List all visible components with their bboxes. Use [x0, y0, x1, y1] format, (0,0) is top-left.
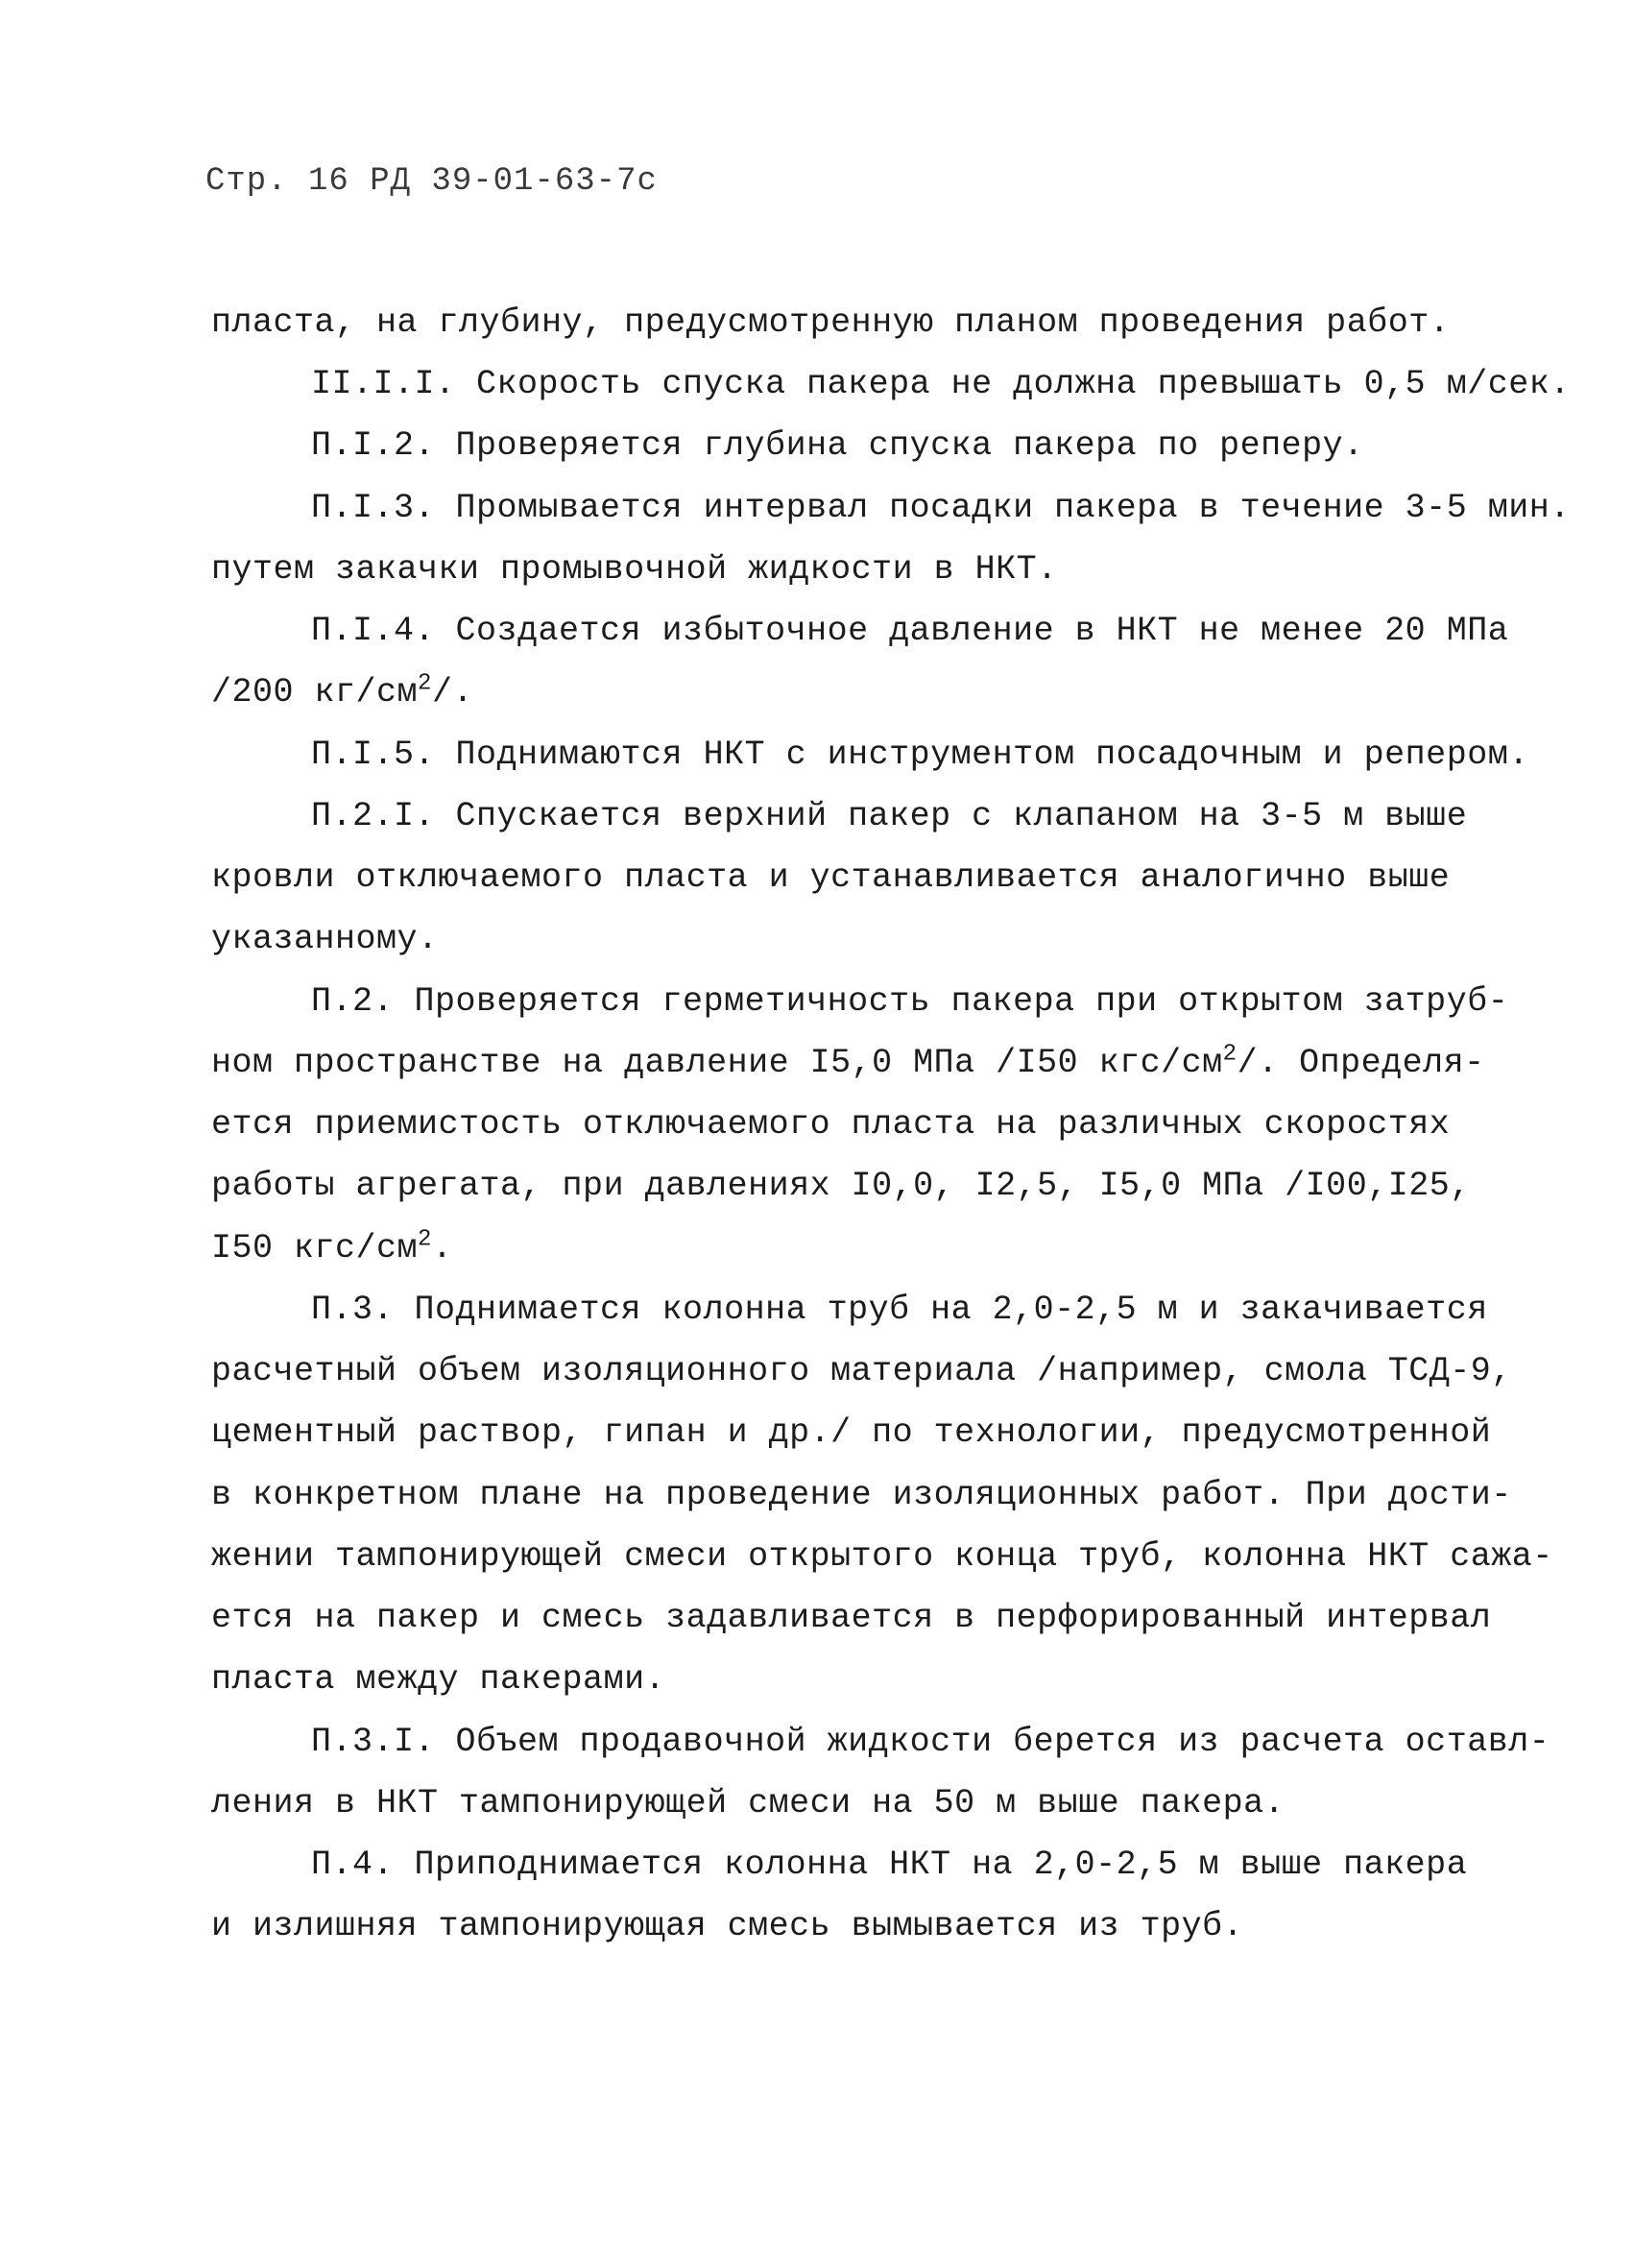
paragraph-2-1-2: П.I.2. Проверяется глубина спуска пакера по реперу. — [311, 426, 1364, 465]
paragraph-2-1-3: П.I.3. Промывается интервал посадки пакера в течение 3-5 мин. — [311, 489, 1571, 527]
text-fragment: . — [431, 1229, 453, 1267]
text-line — [211, 1226, 453, 1267]
text-fragment: ном пространстве на давление I5,0 МПа /I50 кгс/см — [211, 1044, 1223, 1082]
text-line — [211, 670, 473, 712]
text-line: кровли отключаемого пласта и устанавливается аналогично выше — [211, 858, 1451, 897]
paragraph-2-4: П.4. Приподнимается колонна НКТ на 2,0-2,5 м выше пакера — [311, 1846, 1468, 1884]
paragraph-2-1-4: П.I.4. Создается избыточное давление в НКТ не менее 20 МПа — [311, 612, 1509, 650]
text-line: ется на пакер и смесь задавливается в перфорированный интервал — [211, 1599, 1492, 1637]
text-line: и излишняя тампонирующая смесь вымывается из труб. — [211, 1907, 1244, 1945]
paragraph-2-3: П.3. Поднимается колонна труб на 2,0-2,5 м и закачивается — [311, 1291, 1488, 1329]
paragraph-2-2-1: П.2.I. Спускается верхний пакер с клапаном на 3-5 м выше — [311, 797, 1468, 835]
paragraph-2-2: П.2. Проверяется герметичность пакера при открытом затруб- — [311, 982, 1509, 1021]
text-line: в конкретном плане на проведение изоляционных работ. При дости- — [211, 1476, 1512, 1514]
paragraph-2-3-1: П.3.I. Объем продавочной жидкости берется из расчета оставл- — [311, 1723, 1550, 1761]
page-header: Стр. 16 РД 39-01-63-7с — [205, 163, 658, 200]
text-fragment: /. — [431, 673, 473, 712]
text-line: расчетный объем изоляционного материала /например, смола ТСД-9, — [211, 1352, 1512, 1390]
text-line: путем закачки промывочной жидкости в НКТ. — [211, 550, 1058, 589]
text-line: цементный раствор, гипан и др./ по технологии, предусмотренной — [211, 1413, 1492, 1452]
text-fragment: /200 кг/см — [211, 673, 419, 712]
superscript: 2 — [418, 670, 432, 697]
text-line — [211, 1041, 1485, 1082]
text-line: ется приемистость отключаемого пласта на различных скоростях — [211, 1105, 1451, 1144]
superscript: 2 — [1222, 1041, 1238, 1068]
text-line: пласта, на глубину, предусмотренную планом проведения работ. — [211, 303, 1451, 342]
text-line: пласта между пакерами. — [211, 1660, 666, 1699]
text-line: указанному. — [211, 920, 439, 958]
superscript: 2 — [418, 1226, 432, 1253]
text-fragment: /. Определя- — [1237, 1044, 1485, 1082]
paragraph-2-1-1: II.I.I. Скорость спуска пакера не должна превышать 0,5 м/сек. — [311, 365, 1571, 403]
text-line: работы агрегата, при давлениях I0,0, I2,5, I5,0 МПа /I00,I25, — [211, 1167, 1471, 1205]
text-line: жении тампонирующей смеси открытого конца труб, колонна НКТ сажа- — [211, 1537, 1553, 1576]
paragraph-2-1-5: П.I.5. Поднимаются НКТ с инструментом посадочным и репером. — [311, 736, 1529, 774]
text-line: ления в НКТ тампонирующей смеси на 50 м выше пакера. — [211, 1784, 1286, 1822]
text-fragment: I50 кгс/см — [211, 1229, 419, 1267]
